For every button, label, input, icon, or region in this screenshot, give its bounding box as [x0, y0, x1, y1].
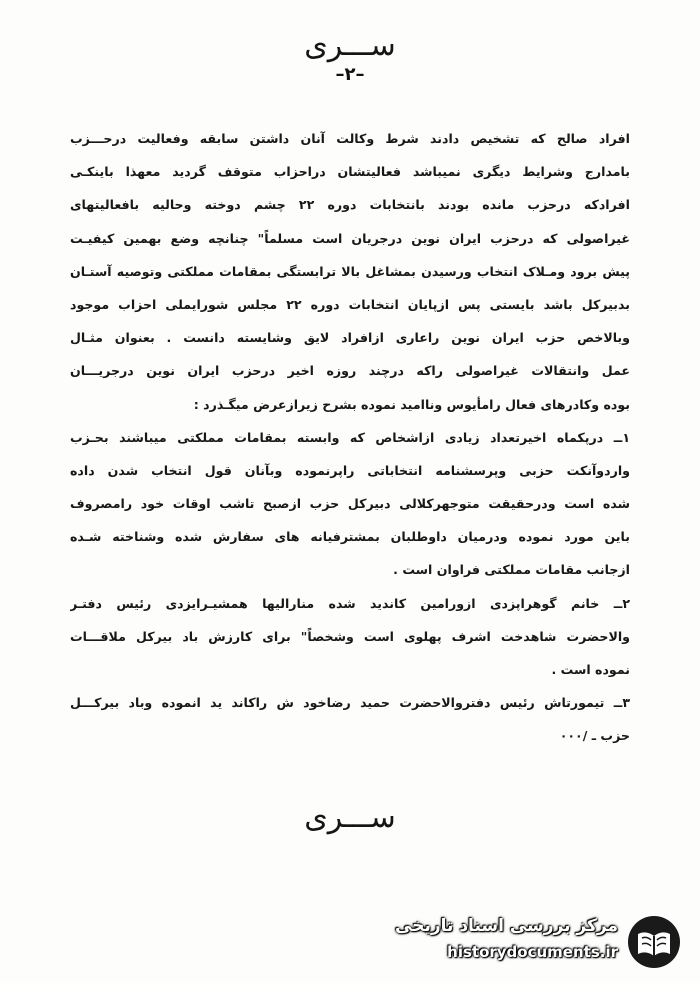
watermark	[396, 912, 686, 974]
classification-top: ســـرى	[304, 28, 396, 63]
text-line: باین مورد نموده ودرمیان داوطلبان بمشترفیانه های سفارش شده وشناخته شـده	[70, 529, 630, 545]
open-book-logo-icon	[626, 914, 682, 970]
text-line: بدبیرکل باشد بایستی پس ازپایان انتخابات دوره ۲۲ مجلس شورایملی احزاب موجود	[70, 296, 630, 312]
text-line: ۳ــ تیمورتاش رئیس دفتروالاحضرت حمید رضاخود ش راکاند ید انموده وباد بیرکـــل	[70, 695, 630, 711]
text-line: ۲ــ خانم گوهراپزدی ازورامین کاندید شده منارالیها همشیـرایزدی رئیس دفتـر	[70, 595, 630, 611]
text-line: بامدارج وشرایط دیگری نمیباشد فعالیتشان دراحزاب متوقف گردید معهذا باینکـی	[70, 164, 630, 180]
text-line: افراد صالح که تشخیص دادند شرط وکالت آنان داشتن سابقه وفعالیت درحـــزب	[70, 131, 630, 146]
text-line: والاحضرت شاهدخت اشرف پهلوی است وشخصاً" برای کارزش باد بیرکل ملاقـــات	[70, 628, 630, 644]
text-line: شده است ودرحقیقت متوجهرکلالی دبیرکل حزب ازصبح تاشب اوقات خود رامصروف	[70, 496, 630, 512]
page-number: –۲–	[335, 64, 365, 85]
text-line: واردوآنکت حزبی وپرسشنامه انتخاباتی راپرنموده وبآنان قول انتخاب شدن داده	[70, 462, 630, 478]
text-line: عمل وانتقالات غیراصولی راکه درچند روزه اخیر درحزب ایران نوین درجریـــان	[70, 363, 630, 379]
body-text	[70, 122, 630, 753]
text-line: افرادکه درحزب مانده بودند بانتخابات دوره ۲۲ چشم دوخته وحالیه بافعالیتهای	[70, 197, 630, 213]
text-line: غیراصولی که درحزب ایران نوین درجریان است مسلماً" چنانچه وضع بهمین کیفیـت	[70, 230, 630, 246]
text-line: نموده است .	[551, 662, 630, 677]
watermark-url: historydocuments.ir	[447, 943, 618, 961]
text-line: پیش برود ومـلاک انتخاب ورسیدن بمشاغل بالا ترابستگی بمقامات مملکتی وتوصیه آستـان	[70, 263, 630, 279]
text-line: حزب ـ /۰۰۰	[559, 728, 630, 744]
text-line: ۱ــ درپکماه اخیرتعداد زیادی ازاشخاص که وابسته بمقامات مملکتی میباشند بحـزب	[70, 429, 630, 445]
text-line: ازجانب مقامات مملکتی فراوان است .	[393, 562, 630, 578]
text-line: وبالاخص حزب ایران نوین راعاری ازافراد لایق وشایسته دانست . بعنوان مثـال	[70, 330, 630, 346]
watermark-name: مرکز بررسی اسناد تاریخی	[395, 916, 618, 936]
classification-bottom: ســـرى	[304, 800, 396, 835]
text-line: بوده وکادرهای فعال رامأیوس وناامید نموده بشرح زیرازعرض میگـذرد :	[193, 396, 630, 412]
